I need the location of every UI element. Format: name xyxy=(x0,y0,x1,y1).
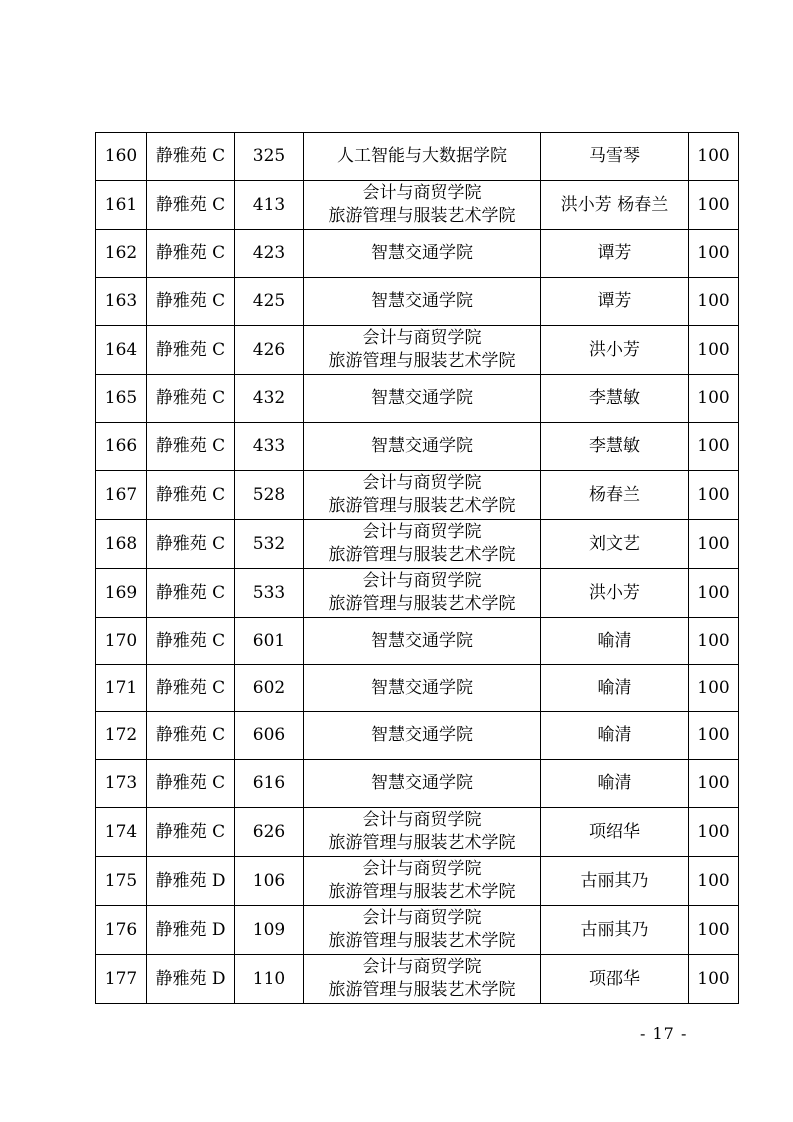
cell-college xyxy=(304,712,541,760)
cell-building: 静雅苑 D xyxy=(147,857,235,906)
cell-college xyxy=(304,760,541,808)
table-row xyxy=(96,906,739,955)
cell-counselor: 古丽其乃 xyxy=(541,906,689,955)
cell-room: 110 xyxy=(235,955,304,1004)
cell-score: 100 xyxy=(689,665,739,712)
college-line: 智慧交通学院 xyxy=(371,725,473,745)
cell-room: 626 xyxy=(235,808,304,857)
cell-score: 100 xyxy=(689,133,739,181)
table-row xyxy=(96,665,739,712)
cell-counselor: 项绍华 xyxy=(541,808,689,857)
cell-building: 静雅苑 C xyxy=(147,326,235,375)
college-line: 人工智能与大数据学院 xyxy=(337,146,507,166)
cell-room: 601 xyxy=(235,618,304,665)
cell-number: 165 xyxy=(96,375,147,423)
cell-building: 静雅苑 C xyxy=(147,423,235,471)
college-line: 智慧交通学院 xyxy=(371,243,473,263)
cell-college xyxy=(304,520,541,569)
cell-number: 168 xyxy=(96,520,147,569)
cell-score: 100 xyxy=(689,181,739,230)
cell-number: 174 xyxy=(96,808,147,857)
cell-counselor: 马雪琴 xyxy=(541,133,689,181)
cell-score: 100 xyxy=(689,230,739,278)
cell-score: 100 xyxy=(689,857,739,906)
cell-counselor: 谭芳 xyxy=(541,278,689,326)
cell-number: 177 xyxy=(96,955,147,1004)
cell-college xyxy=(304,375,541,423)
college-line: 旅游管理与服装艺术学院 xyxy=(328,496,516,516)
cell-counselor: 喻清 xyxy=(541,618,689,665)
table-row xyxy=(96,760,739,808)
cell-score: 100 xyxy=(689,520,739,569)
cell-college xyxy=(304,906,541,955)
cell-counselor: 洪小芳 xyxy=(541,326,689,375)
cell-building: 静雅苑 C xyxy=(147,375,235,423)
cell-counselor: 杨春兰 xyxy=(541,471,689,520)
cell-score: 100 xyxy=(689,471,739,520)
cell-number: 166 xyxy=(96,423,147,471)
college-line: 旅游管理与服装艺术学院 xyxy=(328,351,516,371)
cell-college xyxy=(304,133,541,181)
cell-score: 100 xyxy=(689,569,739,618)
cell-college xyxy=(304,569,541,618)
college-line: 智慧交通学院 xyxy=(371,436,473,456)
cell-score: 100 xyxy=(689,423,739,471)
cell-room: 616 xyxy=(235,760,304,808)
cell-counselor: 洪小芳 xyxy=(541,569,689,618)
cell-building: 静雅苑 D xyxy=(147,906,235,955)
college-line: 会计与商贸学院 xyxy=(362,522,482,542)
college-line: 会计与商贸学院 xyxy=(362,810,482,830)
cell-score: 100 xyxy=(689,278,739,326)
college-line: 智慧交通学院 xyxy=(371,677,473,698)
cell-college xyxy=(304,181,541,230)
cell-counselor: 古丽其乃 xyxy=(541,857,689,906)
college-line: 旅游管理与服装艺术学院 xyxy=(328,980,516,1000)
cell-college xyxy=(304,665,541,712)
cell-number: 163 xyxy=(96,278,147,326)
page-number: - 17 - xyxy=(640,1024,688,1043)
college-line: 会计与商贸学院 xyxy=(362,859,482,879)
cell-building: 静雅苑 C xyxy=(147,181,235,230)
table-row xyxy=(96,857,739,906)
cell-number: 161 xyxy=(96,181,147,230)
college-line: 智慧交通学院 xyxy=(371,773,473,793)
college-line: 智慧交通学院 xyxy=(371,388,473,408)
cell-score: 100 xyxy=(689,760,739,808)
college-line: 会计与商贸学院 xyxy=(362,957,482,977)
cell-building: 静雅苑 C xyxy=(147,278,235,326)
college-line: 会计与商贸学院 xyxy=(362,183,482,203)
cell-college xyxy=(304,230,541,278)
table-row xyxy=(96,423,739,471)
table-row xyxy=(96,230,739,278)
college-line: 旅游管理与服装艺术学院 xyxy=(328,594,516,614)
cell-college xyxy=(304,471,541,520)
table-row xyxy=(96,955,739,1004)
cell-number: 172 xyxy=(96,712,147,760)
cell-counselor: 李慧敏 xyxy=(541,423,689,471)
cell-building: 静雅苑 C xyxy=(147,520,235,569)
cell-building: 静雅苑 C xyxy=(147,230,235,278)
cell-room: 532 xyxy=(235,520,304,569)
cell-score: 100 xyxy=(689,712,739,760)
cell-number: 171 xyxy=(96,665,147,712)
cell-score: 100 xyxy=(689,375,739,423)
cell-building: 静雅苑 C xyxy=(147,569,235,618)
cell-building: 静雅苑 D xyxy=(147,955,235,1004)
college-line: 会计与商贸学院 xyxy=(362,908,482,928)
cell-room: 606 xyxy=(235,712,304,760)
cell-building: 静雅苑 C xyxy=(147,618,235,665)
table-row xyxy=(96,520,739,569)
cell-building: 静雅苑 C xyxy=(147,712,235,760)
college-line: 智慧交通学院 xyxy=(371,291,473,311)
cell-number: 170 xyxy=(96,618,147,665)
table-row xyxy=(96,181,739,230)
table-row xyxy=(96,618,739,665)
cell-building: 静雅苑 C xyxy=(147,133,235,181)
cell-counselor: 李慧敏 xyxy=(541,375,689,423)
cell-room: 433 xyxy=(235,423,304,471)
cell-counselor: 谭芳 xyxy=(541,230,689,278)
cell-counselor: 喻清 xyxy=(541,712,689,760)
cell-building: 静雅苑 C xyxy=(147,808,235,857)
cell-room: 325 xyxy=(235,133,304,181)
cell-number: 173 xyxy=(96,760,147,808)
college-line: 旅游管理与服装艺术学院 xyxy=(328,833,516,853)
cell-room: 425 xyxy=(235,278,304,326)
cell-score: 100 xyxy=(689,906,739,955)
cell-building: 静雅苑 C xyxy=(147,760,235,808)
cell-room: 533 xyxy=(235,569,304,618)
cell-number: 167 xyxy=(96,471,147,520)
cell-room: 413 xyxy=(235,181,304,230)
cell-number: 175 xyxy=(96,857,147,906)
college-line: 旅游管理与服装艺术学院 xyxy=(328,545,516,565)
table-row xyxy=(96,712,739,760)
college-line: 旅游管理与服装艺术学院 xyxy=(328,882,516,902)
cell-number: 160 xyxy=(96,133,147,181)
college-line: 会计与商贸学院 xyxy=(362,571,482,591)
cell-score: 100 xyxy=(689,326,739,375)
table-row xyxy=(96,808,739,857)
cell-counselor: 喻清 xyxy=(541,665,689,712)
table-row xyxy=(96,326,739,375)
table-row xyxy=(96,375,739,423)
college-line: 旅游管理与服装艺术学院 xyxy=(328,931,516,951)
cell-score: 100 xyxy=(689,955,739,1004)
cell-room: 106 xyxy=(235,857,304,906)
cell-college xyxy=(304,857,541,906)
dormitory-score-table xyxy=(95,132,739,1004)
cell-room: 432 xyxy=(235,375,304,423)
table-body xyxy=(96,133,739,1004)
cell-counselor: 洪小芳 杨春兰 xyxy=(541,181,689,230)
cell-room: 426 xyxy=(235,326,304,375)
cell-counselor: 项邵华 xyxy=(541,955,689,1004)
cell-room: 602 xyxy=(235,665,304,712)
college-line: 旅游管理与服装艺术学院 xyxy=(328,206,516,226)
cell-building: 静雅苑 C xyxy=(147,665,235,712)
cell-counselor: 刘文艺 xyxy=(541,520,689,569)
cell-number: 169 xyxy=(96,569,147,618)
cell-score: 100 xyxy=(689,618,739,665)
cell-college xyxy=(304,423,541,471)
cell-score: 100 xyxy=(689,808,739,857)
cell-college xyxy=(304,955,541,1004)
cell-room: 423 xyxy=(235,230,304,278)
cell-college xyxy=(304,278,541,326)
cell-college xyxy=(304,618,541,665)
cell-counselor: 喻清 xyxy=(541,760,689,808)
college-line: 会计与商贸学院 xyxy=(362,328,482,348)
cell-room: 528 xyxy=(235,471,304,520)
cell-college xyxy=(304,326,541,375)
cell-number: 176 xyxy=(96,906,147,955)
cell-room: 109 xyxy=(235,906,304,955)
table-row xyxy=(96,133,739,181)
cell-number: 164 xyxy=(96,326,147,375)
table-row xyxy=(96,471,739,520)
cell-number: 162 xyxy=(96,230,147,278)
college-line: 会计与商贸学院 xyxy=(362,473,482,493)
college-line: 智慧交通学院 xyxy=(371,630,473,651)
table-row xyxy=(96,278,739,326)
cell-building: 静雅苑 C xyxy=(147,471,235,520)
table-row xyxy=(96,569,739,618)
cell-college xyxy=(304,808,541,857)
